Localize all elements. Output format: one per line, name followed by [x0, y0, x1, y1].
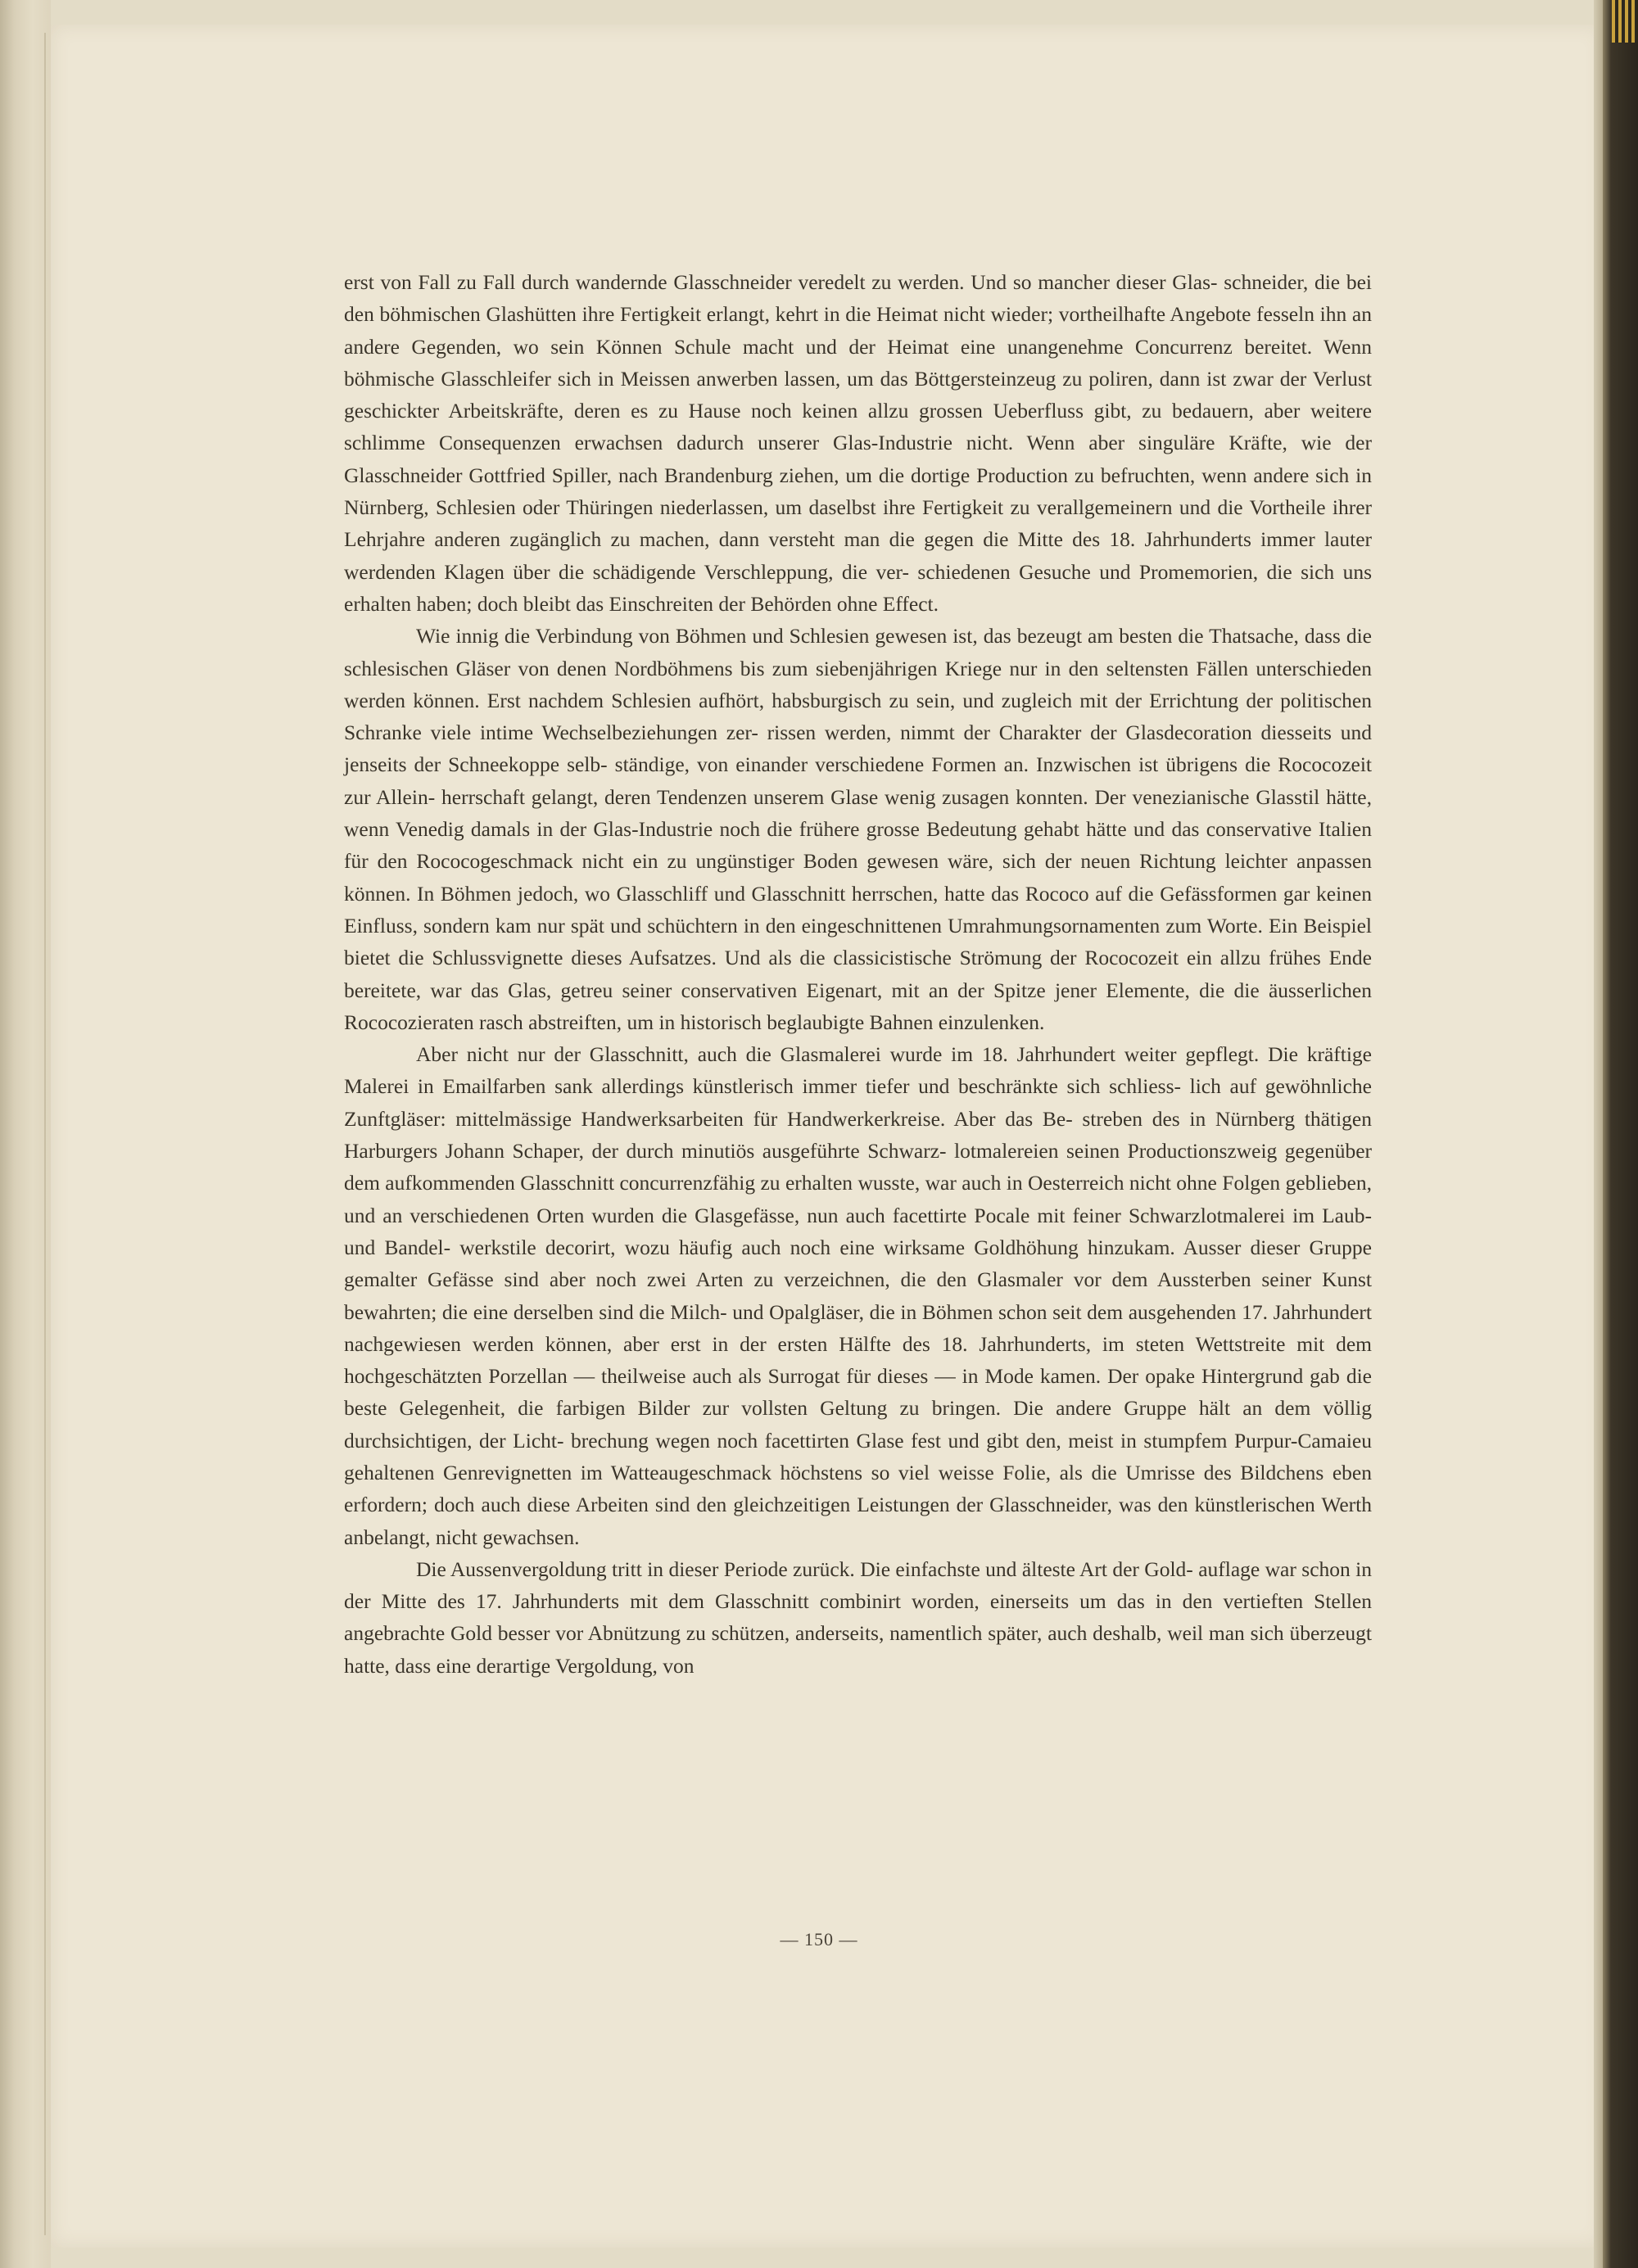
paragraph-3: Aber nicht nur der Glasschnitt, auch die Glasmalerei wurde im 18. Jahrhundert weiter gepflegt. Die kräftige Malerei in Emailfarben sank allerdings künstlerisch immer tiefer und beschränkte sich schliess- lich auf gewöhnliche Zunftgläser: mittelmässige Handwerksarbeiten für Handwerkerkreise. Aber das Be- streben des in Nürnberg thätigen Harburgers Johann Schaper, der durch minutiös ausgeführte Schwarz- lotmalereien seinen Productionszweig gegenüber dem aufkommenden Glasschnitt concurrenzfähig zu erhalten wusste, war auch in Oesterreich nicht ohne Folgen geblieben, und an verschiedenen Orten wurden die Glasgefässe, nun auch facettirte Pocale mit feiner Schwarzlotmalerei im Laub- und Bandel- werkstile decorirt, wozu häufig auch noch eine wirksame Goldhöhung hinzukam. Ausser dieser Gruppe gemalter Gefässe sind aber noch zwei Arten zu verzeichnen, die den Glasmaler vor dem Aussterben seiner Kunst bewahrten; die eine derselben sind die Milch- und Opalgläser, die in Böhmen schon seit dem ausgehenden 17. Jahrhundert nachgewiesen werden können, aber erst in der ersten Hälfte des 18. Jahrhunderts, im steten Wettstreite mit dem hochgeschätzten Porzellan — theilweise auch als Surrogat für dieses — in Mode kamen. Der opake Hintergrund gab die beste Gelegenheit, die farbigen Bilder zur vollsten Geltung zu bringen. Die andere Gruppe hält an dem völlig durchsichtigen, der Licht- brechung wegen noch facettirten Glase fest und gibt den, meist in stumpfem Purpur-Camaieu gehaltenen Genrevignetten im Watteaugeschmack höchstens so viel weisse Folie, als die Umrisse des Bildchens eben erfordern; doch auch diese Arbeiten sind den gleichzeitigen Leistungen der Glasschneider, was den künstlerischen Werth anbelangt, nicht gewachsen. — [344, 1042, 1372, 1549]
paragraph-1: erst von Fall zu Fall durch wandernde Glasschneider veredelt zu werden. Und so mancher dieser Glas- schneider, die bei den böhmischen Glashütten ihre Fertigkeit erlangt, kehrt in die Heimat nicht wieder; vortheilhafte Angebote fesseln ihn an andere Gegenden, wo sein Können Schule macht und der Heimat eine unangenehme Concurrenz bereitet. Wenn böhmische Glasschleifer sich in Meissen anwerben lassen, um das Böttgersteinzeug zu poliren, dann ist zwar der Verlust geschickter Arbeitskräfte, deren es zu Hause noch keinen allzu grossen Ueberfluss gibt, zu bedauern, aber weitere schlimme Consequenzen erwachsen dadurch unserer Glas-Industrie nicht. Wenn aber singuläre Kräfte, wie der Glasschneider Gottfried Spiller, nach Brandenburg ziehen, um die dortige Production zu befruchten, wenn andere sich in Nürnberg, Schlesien oder Thüringen niederlassen, um daselbst ihre Fertigkeit zu verallgemeinern und die Vortheile ihrer Lehrjahre anderen zugänglich zu machen, dann versteht man die gegen die Mitte des 18. Jahrhunderts immer lauter werdenden Klagen über die schädigende Verschleppung, die ver- schiedenen Gesuche und Promemorien, die sich uns erhalten haben; doch bleibt das Einschreiten der Behörden ohne Effect. — [344, 270, 1372, 616]
page-binding-edge — [1594, 0, 1603, 2268]
paragraph-2: Wie innig die Verbindung von Böhmen und Schlesien gewesen ist, das bezeugt am besten die Thatsache, dass die schlesischen Gläser von denen Nordböhmens bis zum siebenjährigen Kriege nur in den seltensten Fällen unterschieden werden können. Erst nachdem Schlesien aufhört, habsburgisch zu sein, und zugleich mit der Errichtung der politischen Schranke viele intime Wechselbeziehungen zer- rissen werden, nimmt der Charakter der Glasdecoration diesseits und jenseits der Schneekoppe selb- ständige, von einander verschiedene Formen an. Inzwischen ist übrigens die Rococozeit zur Allein- herrschaft gelangt, deren Tendenzen unserem Glase wenig zusagen konnten. Der venezianische Glasstil hätte, wenn Venedig damals in der Glas-Industrie noch die frühere grosse Bedeutung gehabt hätte und das conservative Italien für den Rococogeschmack nicht ein zu ungünstiger Boden gewesen wäre, sich der neuen Richtung leichter anpassen können. In Böhmen jedoch, wo Glasschliff und Glasschnitt herrschen, hatte das Rococo auf die Gefässformen gar keinen Einfluss, sondern kam nur spät und schüchtern in den eingeschnittenen Umrahmungsornamenten zum Worte. Ein Beispiel bietet die Schlussvignette dieses Aufsatzes. Und als die classicistische Strömung der Rococozeit ein allzu frühes Ende bereitete, war das Glas, getreu seiner conservativen Eigenart, mit an der Spitze jener Elemente, die die äusserlichen Rococozieraten rasch abstreiften, um in historisch beglaubigte Bahnen einzulenken. — [344, 624, 1372, 1034]
left-page-edge — [0, 0, 51, 2268]
paragraph-4: Die Aussenvergoldung tritt in dieser Periode zurück. Die einfachste und älteste Art der Gold- auflage war schon in der Mitte des 17. Jahrhunderts mit dem Glasschnitt combinirt worden, einerseits um das in den vertieften Stellen angebrachte Gold besser vor Abnützung zu schützen, anderseits, namentlich später, auch deshalb, weil man sich überzeugt hatte, dass eine derartige Vergoldung, von — [344, 1556, 1372, 1678]
page-number: — 150 — — [780, 1929, 858, 1949]
book-cover-edge — [1603, 0, 1638, 2268]
body-text — [344, 266, 1372, 1682]
bookmark-ribbon — [1612, 0, 1636, 43]
